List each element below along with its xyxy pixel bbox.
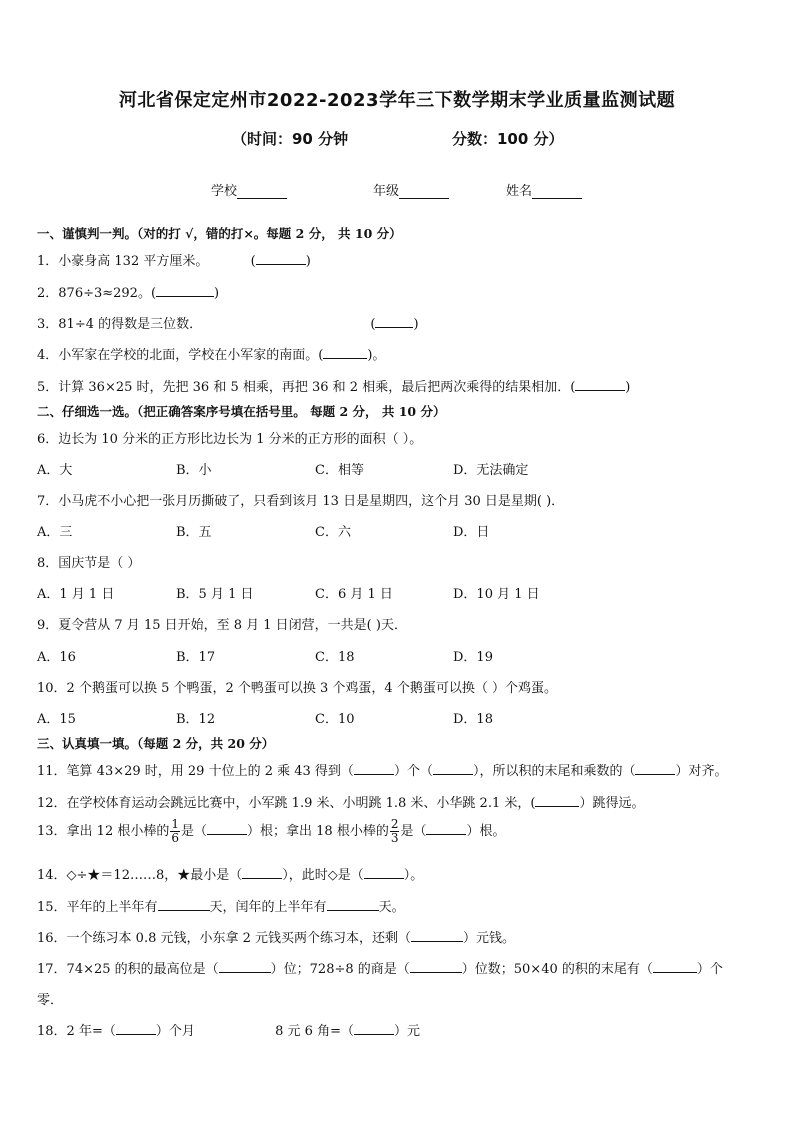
grade-field	[373, 180, 449, 199]
q5-answer-blank[interactable]	[575, 378, 625, 391]
name-blank[interactable]	[532, 185, 582, 199]
q11-blank-3[interactable]	[635, 762, 675, 775]
exam-time: （时间：90 分钟	[232, 130, 349, 148]
q7-option-a[interactable]: A．三	[37, 525, 73, 540]
q11-text-b: ）个（	[393, 764, 433, 779]
q1-paren-open: (	[250, 254, 256, 269]
q17-blank-1[interactable]	[219, 960, 271, 973]
q10-option-c[interactable]: C．10	[315, 712, 355, 727]
q13-blank-2[interactable]	[426, 822, 466, 835]
question-17	[37, 958, 723, 977]
q6-option-d[interactable]: D．无法确定	[453, 463, 529, 478]
question-10: 10．2 个鹅蛋可以换 5 个鸭蛋，2 个鸭蛋可以换 3 个鸡蛋，4 个鹅蛋可以换（ ）个鸡蛋。	[37, 681, 557, 696]
q3-paren-open: (	[370, 317, 376, 332]
question-4	[37, 344, 385, 363]
q11-text-d: ）对齐。	[675, 764, 728, 779]
q3-answer-blank[interactable]	[375, 315, 413, 328]
question-18	[37, 1020, 420, 1039]
q14-blank-2[interactable]	[364, 866, 404, 879]
exam-title: 河北省保定定州市2022-2023学年三下数学期末学业质量监测试题	[118, 90, 676, 111]
q4-answer-blank[interactable]	[323, 346, 367, 359]
question-6: 6．边长为 10 分米的正方形比边长为 1 分米的正方形的面积（ ）。	[37, 432, 423, 447]
q15-blank-1[interactable]	[158, 898, 210, 911]
question-11	[37, 760, 727, 779]
q8-option-b[interactable]: B．5 月 1 日	[176, 587, 254, 602]
q9-option-d[interactable]: D．19	[453, 650, 493, 665]
q12-text-b: ）跳得远。	[579, 796, 645, 811]
q18-text-a: 18．2 年=（	[37, 1024, 116, 1039]
q17-text-b: ）位；728÷8 的商是（	[270, 962, 410, 977]
q1-paren-close: )	[305, 254, 311, 269]
q14-text-a: 14．◇÷★＝12……8，★最小是（	[37, 868, 243, 883]
q17-text-d: ）个	[696, 962, 723, 977]
q10-option-d[interactable]: D．18	[453, 712, 493, 727]
q13-fraction-1	[170, 818, 180, 845]
q15-blank-2[interactable]	[327, 898, 379, 911]
q15-text-c: 天。	[378, 900, 405, 915]
q9-option-c[interactable]: C．18	[315, 650, 355, 665]
question-15	[37, 896, 405, 915]
q13-text-d: 是（	[400, 824, 427, 839]
q13-fraction-2	[390, 818, 400, 845]
q15-text-b: 天，闰年的上半年有	[209, 900, 327, 915]
question-3	[37, 313, 419, 332]
q2-paren-close: )	[214, 286, 220, 301]
question-14	[37, 864, 423, 883]
school-field	[211, 180, 287, 199]
q13-text-e: ）根。	[466, 824, 506, 839]
question-2	[37, 282, 219, 301]
q8-option-d[interactable]: D．10 月 1 日	[453, 587, 540, 602]
question-5	[37, 376, 630, 395]
grade-blank[interactable]	[399, 185, 449, 199]
q17-blank-3[interactable]	[653, 960, 697, 973]
q9-option-a[interactable]: A．16	[37, 650, 76, 665]
q7-option-b[interactable]: B．五	[176, 525, 212, 540]
q13-fraction-1-denominator: 6	[171, 831, 179, 845]
q13-fraction-1-numerator: 1	[171, 817, 179, 831]
name-field	[506, 180, 582, 199]
q2-text-main: 2．876÷3≈292。(	[37, 286, 157, 301]
q18-text-c: 8 元 6 角=（	[275, 1024, 354, 1039]
q16-blank[interactable]	[411, 929, 463, 942]
exam-score: 分数：100 分）	[452, 130, 564, 148]
q15-text-a: 15．平年的上半年有	[37, 900, 158, 915]
q6-option-c[interactable]: C．相等	[315, 463, 364, 478]
q13-fraction-2-denominator: 3	[390, 831, 399, 845]
name-label: 姓名	[506, 184, 533, 199]
section1-heading: 一、谨慎判一判。（对的打 √，错的打×。每题 2 分， 共 10 分）	[37, 226, 402, 241]
question-8: 8．国庆节是（ ）	[37, 556, 141, 571]
q11-text-a: 11．笔算 43×29 时，用 29 十位上的 2 乘 43 得到（	[37, 764, 354, 779]
section3-heading: 三、认真填一填。（每题 2 分，共 20 分）	[37, 736, 275, 751]
q13-fraction-2-numerator: 2	[390, 817, 399, 831]
q18-text-d: ）元	[393, 1024, 420, 1039]
q4-text: 4．小军家在学校的北面，学校在小军家的南面。(	[37, 348, 324, 363]
school-blank[interactable]	[237, 185, 287, 199]
q12-blank[interactable]	[535, 794, 579, 807]
q3-paren-close: )	[413, 317, 419, 332]
q7-option-c[interactable]: C．六	[315, 525, 351, 540]
q10-option-a[interactable]: A．15	[37, 712, 76, 727]
question-17-continued: 零．	[37, 993, 64, 1008]
q10-option-b[interactable]: B．12	[176, 712, 216, 727]
q7-option-d[interactable]: D．日	[453, 525, 490, 540]
question-13	[37, 818, 506, 845]
q13-text-a: 13．拿出 12 根小棒的	[37, 824, 170, 839]
q11-text-c: ），所以积的末尾和乘数的（	[472, 764, 636, 779]
q4-paren-close: )。	[367, 348, 386, 363]
q18-text-b: ）个月	[155, 1024, 195, 1039]
question-7: 7．小马虎不小心把一张月历撕破了，只看到该月 13 日是星期四，这个月 30 日是星期( )．	[37, 494, 565, 509]
q18-blank-1[interactable]	[116, 1022, 156, 1035]
q16-text-b: ）元钱。	[463, 931, 516, 946]
q8-option-c[interactable]: C．6 月 1 日	[315, 587, 393, 602]
q14-blank-1[interactable]	[242, 866, 282, 879]
q1-text: 1．小豪身高 132 平方厘米。	[37, 254, 209, 269]
q14-text-b: ），此时◇是（	[282, 868, 364, 883]
q12-text-a: 12．在学校体育运动会跳远比赛中，小军跳 1.9 米、小明跳 1.8 米、小华跳 2.1 米，(	[37, 796, 536, 811]
q5-text: 5．计算 36×25 时，先把 36 和 5 相乘，再把 36 和 2 相乘，最后把两次乘得的结果相加．(	[37, 380, 576, 395]
q2-answer-blank[interactable]	[156, 284, 214, 297]
q13-blank-1[interactable]	[207, 822, 247, 835]
q13-text-b: 是（	[181, 824, 208, 839]
q5-paren-close: )	[625, 380, 631, 395]
school-label: 学校	[211, 184, 238, 199]
q6-option-b[interactable]: B．小	[176, 463, 212, 478]
q3-text: 3．81÷4 的得数是三位数．	[37, 317, 203, 332]
question-1	[37, 250, 311, 269]
q1-answer-blank[interactable]	[256, 252, 306, 265]
q14-text-c: ）。	[403, 868, 424, 883]
q16-text-a: 16．一个练习本 0.8 元钱，小东拿 2 元钱买两个练习本，还剩（	[37, 931, 412, 946]
q8-option-a[interactable]: A．1 月 1 日	[37, 587, 115, 602]
q9-option-b[interactable]: B．17	[176, 650, 216, 665]
section2-heading: 二、仔细选一选。（把正确答案序号填在括号里。 每题 2 分， 共 10 分）	[37, 404, 446, 419]
q18-blank-2[interactable]	[354, 1022, 394, 1035]
question-9: 9．夏令营从 7 月 15 日开始，至 8 月 1 日闭营，一共是( )天．	[37, 618, 407, 633]
q13-text-c: ）根；拿出 18 根小棒的	[247, 824, 389, 839]
q17-text-a: 17．74×25 的积的最高位是（	[37, 962, 219, 977]
question-12	[37, 792, 644, 811]
q17-blank-2[interactable]	[410, 960, 462, 973]
q6-option-a[interactable]: A．大	[37, 463, 73, 478]
question-16	[37, 927, 515, 946]
q11-blank-1[interactable]	[354, 762, 394, 775]
q11-blank-2[interactable]	[433, 762, 473, 775]
grade-label: 年级	[373, 184, 400, 199]
q17-text-c: ）位数；50×40 的积的末尾有（	[461, 962, 653, 977]
